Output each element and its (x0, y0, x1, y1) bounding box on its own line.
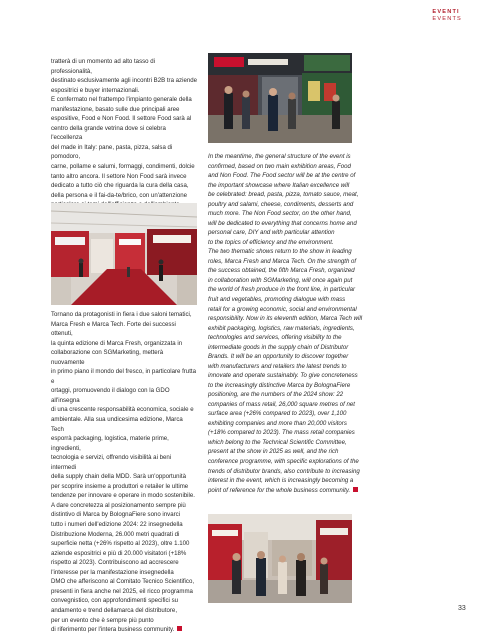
text-line: manifestazione, basato sulle due principali aree (51, 105, 180, 113)
text-line-content: point of reference for the whole business community. (208, 486, 351, 494)
text-line: rispetto al 2023). Contribuiscono ad accrescere (51, 559, 179, 567)
text-line: DMO che afferiscono al Comitato Tecnico Scientifico, (51, 578, 195, 586)
section-label-it: EVENTI (432, 9, 460, 15)
text-line: Brands. It will be an opportunity to discover together (208, 353, 349, 361)
text-line: companies of mass retail, 26,000 square metres of net (208, 400, 356, 408)
text-line: The two thematic shows return to the show in leading (208, 248, 352, 256)
text-line: Distribuzione Moderna, 26.000 metri quadrati di (51, 530, 180, 538)
text-line: per un evento che è sempre più punto (51, 616, 154, 624)
text-line: carne, pollame e salumi, formaggi, condimenti, dolcie (51, 163, 195, 171)
english-text (208, 152, 428, 495)
text-line: (+18% compared to 2023). The mass retail companies (208, 429, 355, 437)
text-line: superficie netta (+26% rispetto al 2023), oltre 1.100 (51, 540, 190, 548)
text-line: the world of fresh produce in the front line, in particular (208, 286, 356, 294)
end-mark-icon (353, 487, 358, 492)
text-line: innovate and operate sustainably. To give concreteness (208, 372, 358, 380)
text-line: destinato esclusivamente agli incontri B2B tra aziende (51, 77, 197, 85)
text-line: dedicato a tutto ciò che riguarda la cura della casa, (51, 182, 189, 190)
text-line: exhibit packaging, logistics, raw materials, ingredients, (208, 324, 355, 332)
text-line: della supply chain della MDD. Sarà un'opportunità (51, 473, 186, 481)
section-tag (432, 9, 462, 23)
text-line: in primo piano il mondo del fresco, in particolare frutta e (51, 368, 196, 385)
text-line: tecnologia e servizi, offrendo visibilità ai beni intermedi (51, 454, 172, 471)
text-line: responsibility. Now in its eleventh edition, Marca Tech will (208, 315, 363, 323)
text-line: fruit and vegetables, promoting dialogue with mass (208, 295, 346, 303)
text-line: and Non Food. The Food sector will be at the centre of (208, 172, 356, 180)
text-line: aziende espositrici e più di 20.000 visitatori (+18% (51, 549, 187, 557)
text-line: presenti in fiera anche nel 2025, eil ricco programma (51, 587, 193, 595)
italian-text-bottom (51, 310, 197, 635)
text-line: tendenze per innovare e operare in modo sostenibile. (51, 492, 195, 500)
text-line: ortaggi, promuovendo il dialogo con la GDO all'insegna (51, 387, 170, 404)
text-line: centro della grande vetrina dove si celebra l'eccellenza (51, 124, 166, 142)
italian-text-top (51, 57, 197, 210)
text-line: A dare concretezza al posizionamento sempre più (51, 501, 186, 509)
photo-visitors-booth (208, 53, 352, 143)
text-line: espositrici e buyer internazionali. (51, 86, 140, 94)
text-line: trends of distributor brands, also contribute to increasing (208, 467, 360, 475)
text-line-content: di riferimento per l'intera business community. (51, 626, 175, 634)
text-line: l'interesse per la manifestazione insegnedella (51, 568, 174, 576)
text-line: tutto i numeri dell'edizione 2024: 22 insegnedella (51, 521, 183, 529)
text-line: the success obtained, the fifth Marca Fresh, organized (208, 267, 355, 275)
text-line: roles, Marca Fresh and Marca Tech. On the strength of (208, 257, 357, 265)
photo-exhibition-hall (51, 203, 197, 305)
text-line: andamento e trend dellamarca del distributore, (51, 606, 178, 614)
photo-crowd-aisle (208, 514, 352, 603)
text-line: to the topics of efficiency and the environment. (208, 238, 334, 246)
text-line: in collaboration with SGMarketing, will once again put (208, 276, 353, 284)
text-line: positioning, are the numbers of the 2024 show: 22 (208, 391, 344, 399)
page-number: 33 (458, 605, 466, 612)
text-line: retail for a growing economic, social and environmental (208, 305, 357, 313)
text-line: Tornano da protagonisti in fiera i due saloni tematici, (51, 311, 192, 318)
text-line: di una crescente responsabilità economica, sociale e (51, 406, 194, 414)
text-line: interest in the event, which is increasingly becoming a (208, 477, 354, 485)
text-line: technologies and services, offering visibility to the (208, 334, 342, 342)
text-line: present at the show in 2025 as well, and the rich (208, 448, 339, 456)
text-line: exhibiting companies and more than 20,000 visitors (208, 419, 347, 427)
text-line: personal care, DIY and with particular attention (208, 229, 335, 237)
text-line: to the increasingly distinctive Marca by BolognaFiere (208, 381, 351, 389)
text-line: ambientale. Alla sua undicesima edizione, Marca Tech (51, 416, 183, 433)
text-line: poultry and salami, cheese, condiments, desserts and (208, 200, 354, 208)
text-line: intermediate goods in the supply chain of Distributor (208, 343, 349, 351)
text-line: which belong to the Technical Scientific Committee, (208, 438, 347, 446)
text-line: della persona e il fai-da-te/brico, con un'attenzione (51, 191, 187, 199)
section-label-en: EVENTS (432, 16, 462, 22)
text-line: conference programme, with specific explorations of the (208, 458, 359, 465)
text-line: la quinta edizione di Marca Fresh, organizzata in (51, 339, 183, 347)
text-line-last (51, 625, 197, 635)
text-line: per scoprire insieme a produttori e retailer le ultime (51, 482, 189, 490)
text-line: will be dedicated to everything that concerns home and (208, 219, 357, 227)
text-line: esporrà packaging, logistica, materie prime, ingredienti, (51, 435, 169, 452)
end-mark-icon (177, 626, 182, 631)
text-line: E confermato nel frattempo l'impianto generale della (51, 96, 192, 104)
text-line-last (208, 486, 428, 496)
text-line: distintivo di Marca by BolognaFiere sono invarci (51, 511, 181, 519)
text-line: tratterà di un momento ad alto tasso di professionalità, (51, 58, 155, 75)
text-line: surface area (+26% compared to 2023), over 1,100 (208, 410, 347, 418)
text-line: tanto altro ancora. Il settore Non Food sarà invece (51, 172, 187, 180)
text-line: espositive, Food e Non Food. Il settore Food sarà al (51, 115, 192, 123)
text-line: collaborazione con SGMarketing, metterà nuovamente (51, 349, 164, 366)
text-line: the important showcase where Italian excellence will (208, 181, 350, 189)
text-line: much more. The Non Food sector, on the other hand, (208, 210, 352, 218)
text-line: with manufacturers and retailers the latest trends to (208, 362, 347, 370)
text-line: Marca Fresh e Marca Tech. Forte dei successi ottenuti, (51, 320, 176, 338)
text-line: In the meantime, the general structure of the event is (208, 153, 351, 160)
text-line: del made in Italy: pane, pasta, pizza, salsa di pomodoro, (51, 143, 173, 161)
text-line: confirmed, based on two main exhibition areas, Food (208, 162, 351, 170)
text-line: convegnistico, con approfondimenti specifici su (51, 597, 179, 605)
text-line: be celebrated: bread, pasta, pizza, tomato sauce, meat, (208, 191, 359, 199)
